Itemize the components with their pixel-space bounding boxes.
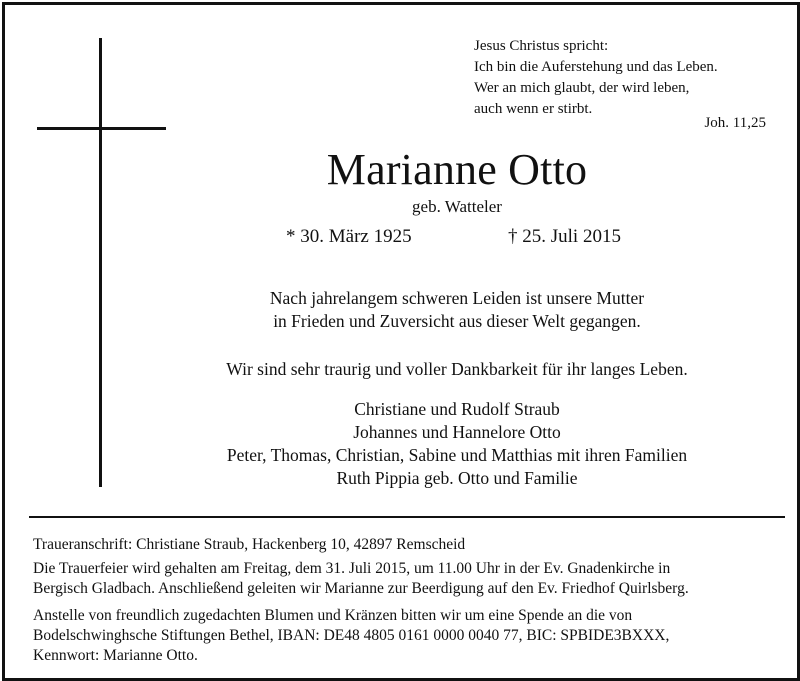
message-line: Nach jahrelangem schweren Leiden ist unsere Mutter	[269, 288, 645, 308]
family-member: Peter, Thomas, Christian, Sabine und Matthias mit ihren Familien	[226, 445, 688, 465]
service-line: Bergisch Gladbach. Anschließend geleiten wir Marianne zur Beerdigung auf den Ev. Friedhof Quirlsberg.	[33, 580, 689, 597]
obituary-message	[150, 287, 764, 333]
maiden-name: geb. Watteler	[412, 197, 502, 216]
birth-date: * 30. März 1925	[286, 226, 412, 247]
family-member: Christiane und Rudolf Straub	[354, 399, 560, 419]
cross-icon-bar	[37, 127, 166, 130]
verse-line: Wer an mich glaubt, der wird leben,	[474, 80, 690, 96]
service-line: Die Trauerfeier wird gehalten am Freitag, dem 31. Juli 2015, um 11.00 Uhr in der Ev. Gnadenkirche in	[33, 560, 671, 577]
donation-line: Kennwort: Marianne Otto.	[33, 647, 198, 664]
verse-line: Ich bin die Auferstehung und das Leben.	[474, 59, 718, 75]
death-date: † 25. Juli 2015	[508, 226, 621, 247]
donation-info	[33, 606, 779, 666]
cross-icon	[99, 38, 102, 487]
gratitude-line: Wir sind sehr traurig und voller Dankbarkeit für ihr langes Leben.	[226, 359, 688, 379]
verse-line: Jesus Christus spricht:	[474, 38, 609, 54]
donation-line: Anstelle von freundlich zugedachten Blumen und Kränzen bitten wir um eine Spende an die von	[33, 607, 633, 624]
funeral-service-info	[33, 559, 779, 599]
family-list	[150, 398, 764, 490]
divider	[29, 516, 785, 518]
donation-line: Bodelschwinghsche Stiftungen Bethel, IBAN: DE48 4805 0161 0000 0040 77, BIC: SPBIDE3BXXX,	[33, 627, 670, 644]
mourning-address: Traueranschrift: Christiane Straub, Hackenberg 10, 42897 Remscheid	[33, 536, 466, 553]
bible-verse	[474, 36, 774, 120]
verse-line: auch wenn er stirbt.	[474, 101, 593, 117]
verse-reference: Joh. 11,25	[704, 115, 766, 131]
family-member: Johannes und Hannelore Otto	[353, 422, 561, 442]
message-line: in Frieden und Zuversicht aus dieser Welt gegangen.	[273, 311, 641, 331]
deceased-name: Marianne Otto	[326, 145, 588, 194]
family-member: Ruth Pippia geb. Otto und Familie	[336, 468, 578, 488]
